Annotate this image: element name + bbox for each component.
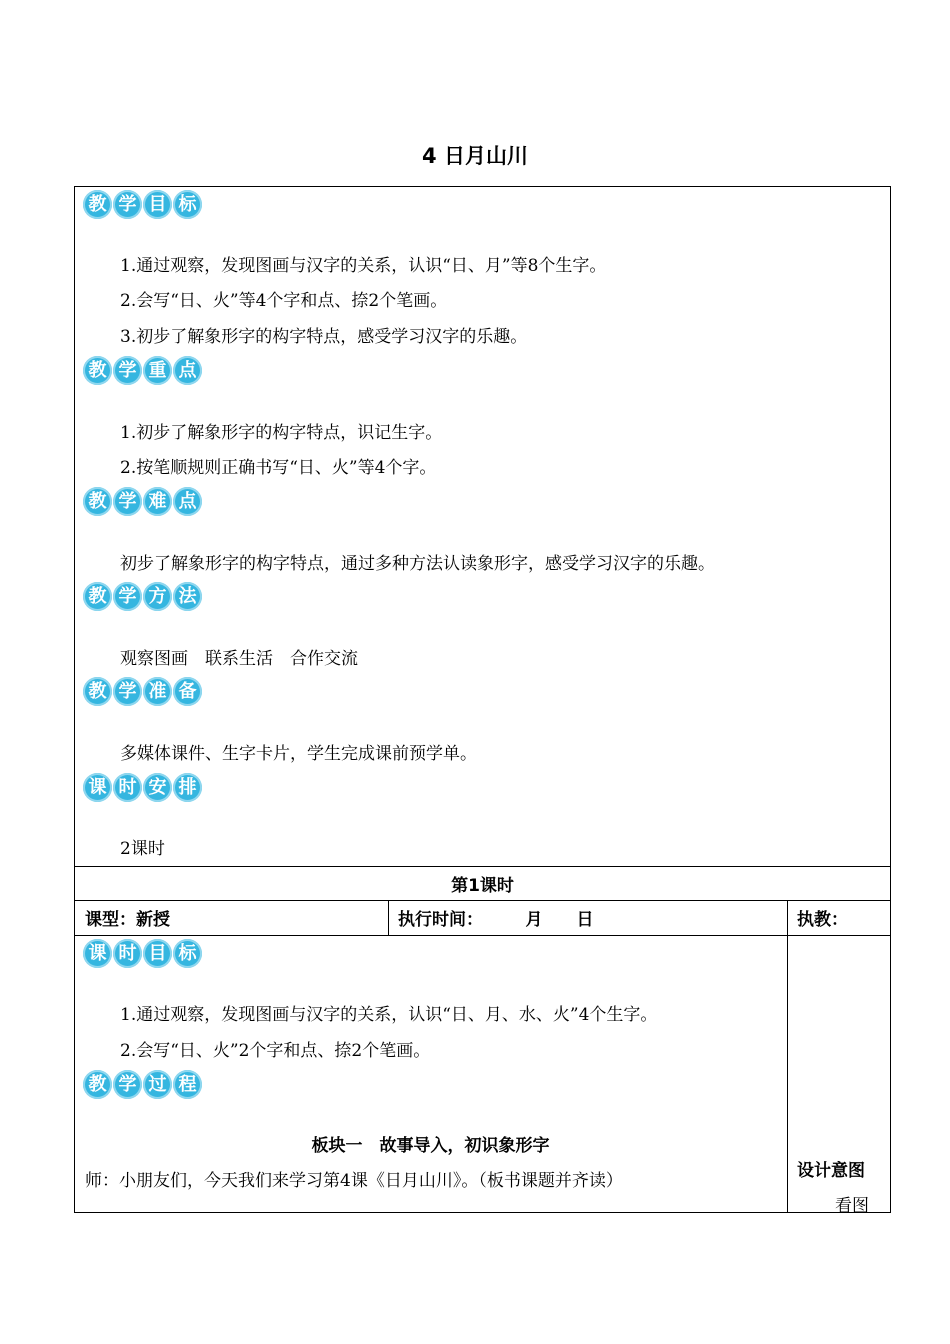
divider	[787, 900, 788, 1213]
lesson-heading: 第1课时	[451, 876, 514, 896]
badge-char: 学	[113, 487, 142, 516]
badge-char: 课	[83, 773, 112, 802]
badge-char: 教	[83, 1070, 112, 1099]
badge-char: 教	[83, 356, 112, 385]
badge-key	[83, 356, 202, 385]
divider	[388, 900, 389, 935]
lesson-teacher: 执教：	[797, 910, 848, 930]
badge-char: 学	[113, 190, 142, 219]
badge-char: 重	[143, 356, 172, 385]
difficulty-item: 初步了解象形字的构字特点，通过多种方法认读象形字，感受学习汉字的乐趣。	[120, 554, 715, 574]
badge-char: 教	[83, 190, 112, 219]
key-item: 1.初步了解象形字的构字特点，识记生字。	[120, 423, 443, 443]
badge-char: 学	[113, 582, 142, 611]
badge-char: 教	[83, 677, 112, 706]
badge-char: 程	[173, 1070, 202, 1099]
badge-char: 教	[83, 582, 112, 611]
divider	[74, 900, 891, 901]
teacher-line: 师：小朋友们，今天我们来学习第4课《日月山川》。（板书课题并齐读）	[85, 1171, 623, 1191]
badge-char: 课	[83, 939, 112, 968]
badge-char: 时	[113, 939, 142, 968]
badge-char: 标	[173, 190, 202, 219]
badge-char: 学	[113, 1070, 142, 1099]
side-title: 设计意图	[797, 1161, 865, 1181]
badge-char: 学	[113, 356, 142, 385]
badge-process	[83, 1070, 202, 1099]
badge-objectives	[83, 939, 202, 968]
badge-char: 学	[113, 677, 142, 706]
badge-difficulty	[83, 487, 202, 516]
lesson-time: 执行时间： 月 日	[398, 910, 594, 930]
badge-char: 难	[143, 487, 172, 516]
badge-goals	[83, 190, 202, 219]
badge-char: 排	[173, 773, 202, 802]
badge-char: 点	[173, 356, 202, 385]
badge-prep	[83, 677, 202, 706]
badge-char: 教	[83, 487, 112, 516]
badge-schedule	[83, 773, 202, 802]
badge-char: 法	[173, 582, 202, 611]
page-title: 4 日月山川	[422, 144, 528, 168]
schedule-item: 2课时	[120, 839, 165, 859]
divider	[74, 935, 891, 936]
badge-char: 标	[173, 939, 202, 968]
badge-char: 方	[143, 582, 172, 611]
badge-char: 过	[143, 1070, 172, 1099]
method-item: 观察图画 联系生活 合作交流	[120, 649, 358, 669]
badge-char: 准	[143, 677, 172, 706]
goal-item: 3.初步了解象形字的构字特点，感受学习汉字的乐趣。	[120, 327, 528, 347]
badge-char: 点	[173, 487, 202, 516]
goal-item: 2.会写“日、火”等4个字和点、捺2个笔画。	[120, 291, 448, 311]
badge-char: 时	[113, 773, 142, 802]
key-item: 2.按笔顺规则正确书写“日、火”等4个字。	[120, 458, 437, 478]
side-text: 看图	[835, 1196, 869, 1216]
badge-char: 目	[143, 939, 172, 968]
badge-char: 目	[143, 190, 172, 219]
goal-item: 1.通过观察，发现图画与汉字的关系，认识“日、月”等8个生字。	[120, 256, 607, 276]
objective-item: 2.会写“日、火”2个字和点、捺2个笔画。	[120, 1041, 431, 1061]
block-title: 板块一 故事导入，初识象形字	[311, 1136, 550, 1156]
objective-item: 1.通过观察，发现图画与汉字的关系，认识“日、月、水、火”4个生字。	[120, 1005, 658, 1025]
badge-method	[83, 582, 202, 611]
lesson-type: 课型：新授	[85, 910, 170, 930]
badge-char: 安	[143, 773, 172, 802]
prep-item: 多媒体课件、生字卡片，学生完成课前预学单。	[120, 744, 477, 764]
badge-char: 备	[173, 677, 202, 706]
